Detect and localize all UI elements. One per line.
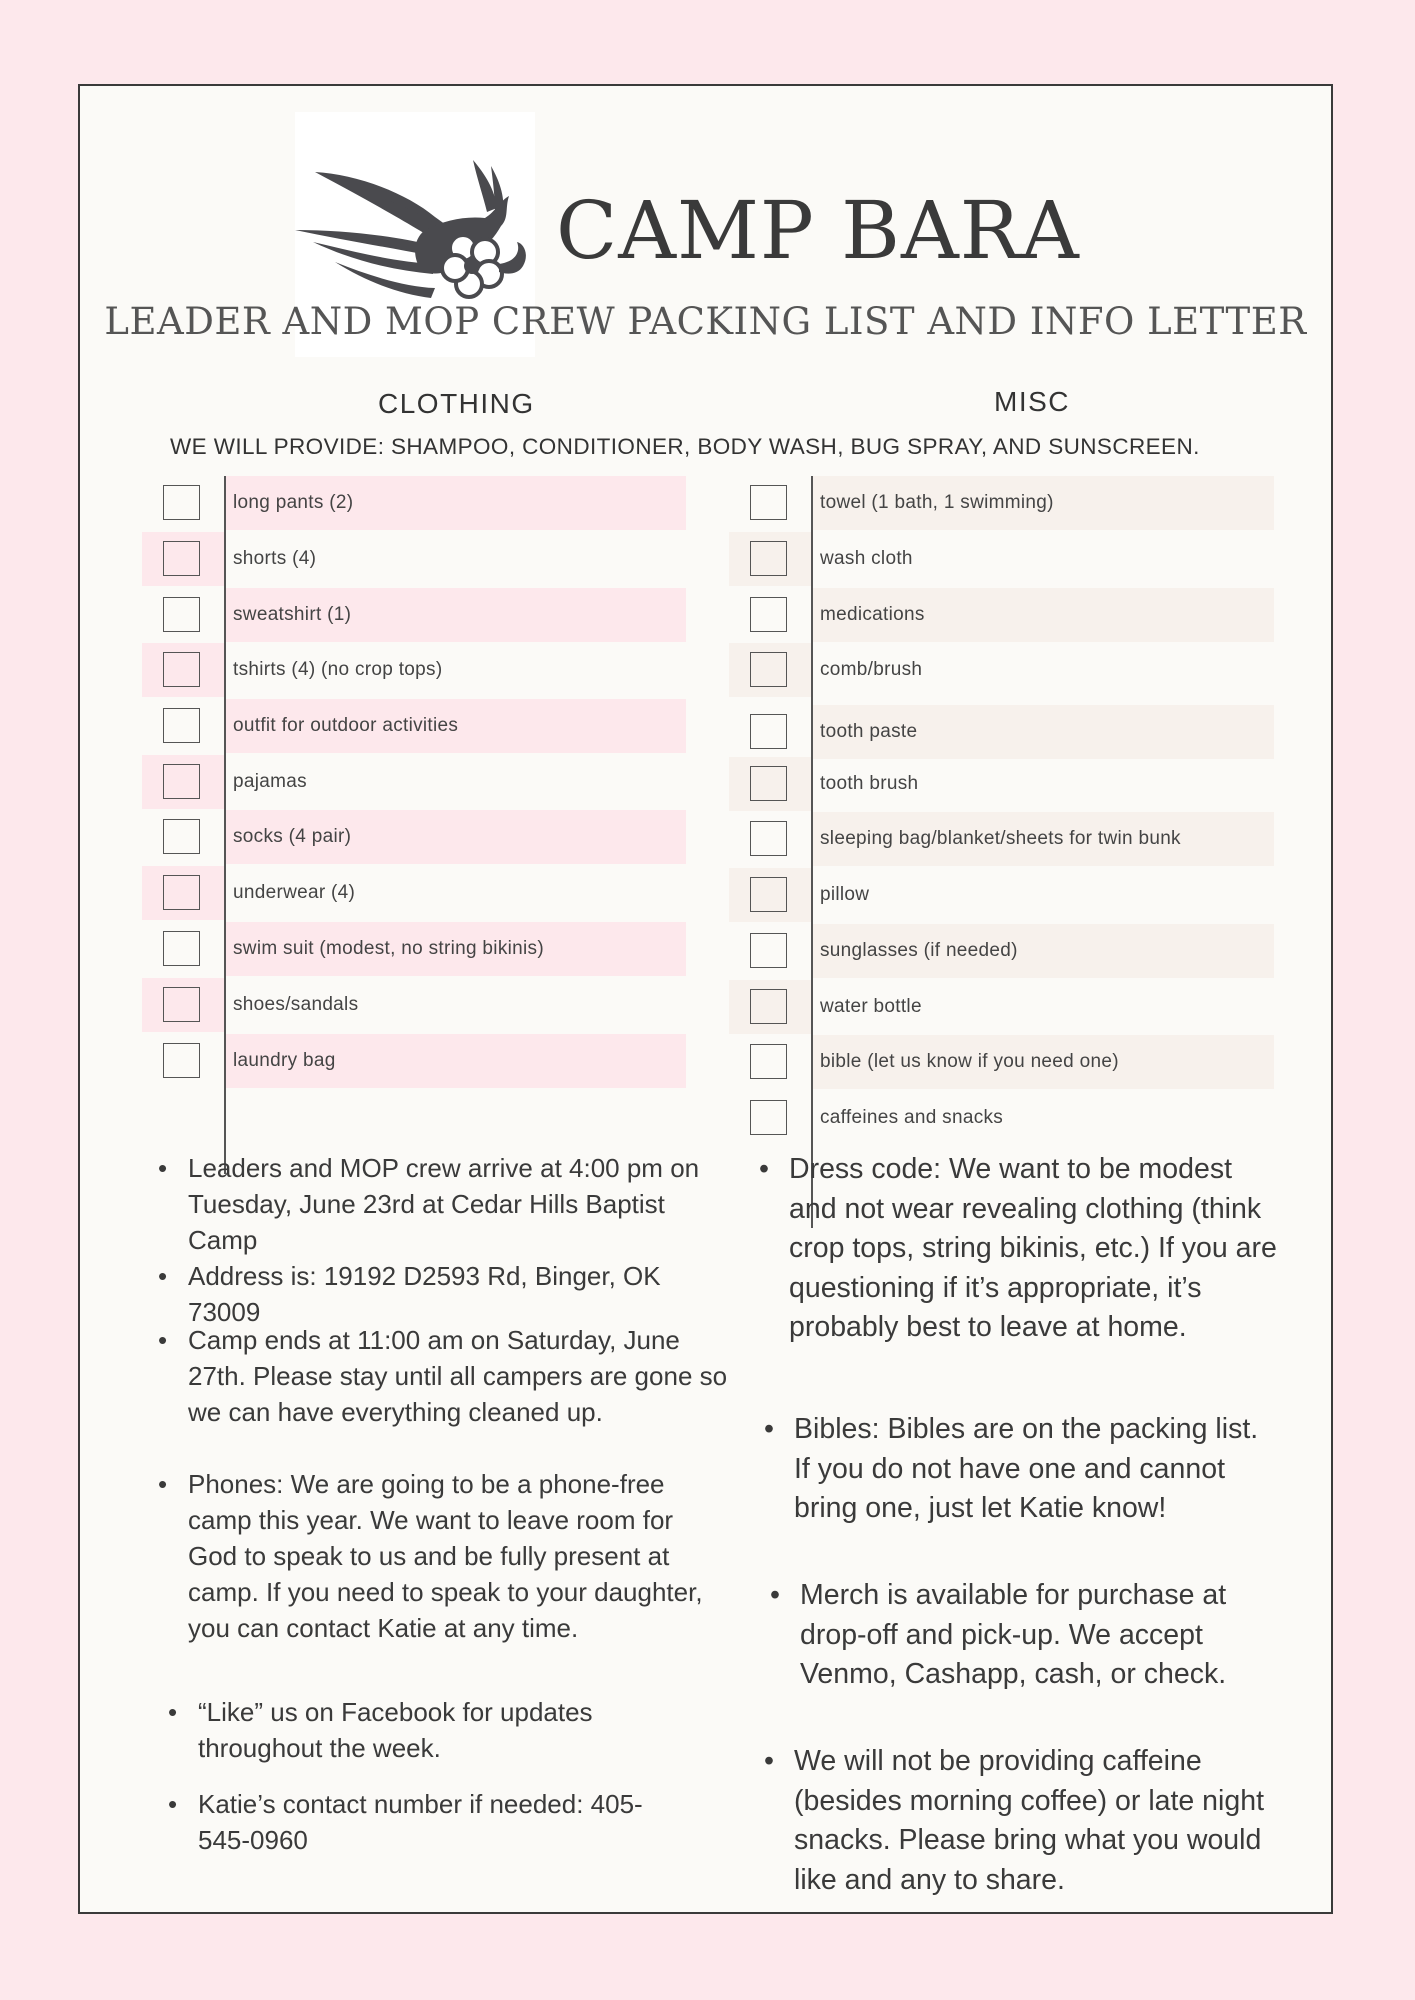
checkbox[interactable] [750, 989, 787, 1024]
camp-title: CAMP BARA [556, 184, 1080, 277]
checkbox[interactable] [750, 541, 787, 576]
item-label: tooth paste [811, 705, 1274, 759]
item-label: outfit for outdoor activities [224, 699, 686, 753]
item-label: medications [811, 588, 1274, 642]
checkbox-cell [729, 757, 811, 811]
item-label: swim suit (modest, no string bikinis) [224, 922, 686, 976]
item-label: caffeines and snacks [820, 1107, 1004, 1128]
checkbox-cell [142, 476, 224, 530]
info-contact-number: • Katie’s contact number if needed: 405-545-0960 [198, 1786, 648, 1858]
clothing-heading: CLOTHING [378, 388, 535, 419]
checkbox-cell [142, 643, 224, 697]
info-address: • Address is: 19192 D2593 Rd, Binger, OK 73009 [188, 1258, 728, 1330]
checkbox[interactable] [163, 708, 200, 743]
info-arrival: • Leaders and MOP crew arrive at 4:00 pm on Tuesday, June 23rd at Cedar Hills Baptist Camp [188, 1150, 728, 1258]
item-label: shoes/sandals [233, 994, 359, 1015]
checkbox[interactable] [750, 877, 787, 912]
page-subtitle: LEADER AND MOP CREW PACKING LIST AND INFO LETTER [104, 300, 1307, 343]
checkbox-cell [729, 924, 811, 978]
item-label: sunglasses (if needed) [811, 924, 1274, 978]
item-label: tshirts (4) (no crop tops) [233, 659, 443, 680]
clothing-divider [224, 476, 226, 1174]
info-camp-end: • Camp ends at 11:00 am on Saturday, June 27th. Please stay until all campers are gone so we can have everything cleaned up. [188, 1322, 728, 1430]
checkbox-cell [729, 532, 811, 586]
misc-heading: MISC [994, 386, 1070, 417]
item-label: pajamas [233, 771, 307, 792]
checkbox-cell [142, 922, 224, 976]
checkbox[interactable] [163, 875, 200, 910]
checkbox[interactable] [163, 541, 200, 576]
item-label: underwear (4) [233, 882, 356, 903]
checkbox[interactable] [750, 766, 787, 801]
item-label: socks (4 pair) [224, 810, 686, 864]
item-label: laundry bag [224, 1034, 686, 1088]
checkbox-cell [142, 978, 224, 1032]
info-bibles: • Bibles: Bibles are on the packing list. If you do not have one and cannot bring one, just let Katie know! [794, 1410, 1274, 1529]
item-label: pillow [820, 884, 870, 905]
checkbox[interactable] [750, 597, 787, 632]
checkbox-cell [142, 866, 224, 920]
checkbox-cell [142, 810, 224, 864]
misc-divider [811, 476, 813, 1228]
info-dress-code: • Dress code: We want to be modest and not wear revealing clothing (think crop tops, string bikinis, etc.) If you are questioning if it’s appropriate, it’s probably best to leave at home. [789, 1150, 1279, 1348]
checkbox-cell [729, 476, 811, 530]
item-label: shorts (4) [233, 548, 317, 569]
checkbox-cell [729, 980, 811, 1034]
info-merch: • Merch is available for purchase at drop-off and pick-up. We accept Venmo, Cashapp, cash, or check. [800, 1576, 1280, 1695]
checkbox[interactable] [163, 931, 200, 966]
checkbox-cell [729, 588, 811, 642]
checkbox[interactable] [750, 1044, 787, 1079]
checkbox-cell [729, 1035, 811, 1089]
checkbox[interactable] [750, 821, 787, 856]
checkbox-cell [142, 699, 224, 753]
checkbox[interactable] [750, 714, 787, 749]
checkbox-cell [729, 868, 811, 922]
item-label: comb/brush [820, 659, 923, 680]
item-label: tooth brush [820, 773, 919, 794]
checkbox[interactable] [163, 819, 200, 854]
item-label: long pants (2) [224, 476, 686, 530]
checkbox[interactable] [163, 652, 200, 687]
item-label: wash cloth [820, 548, 913, 569]
checkbox-cell [729, 643, 811, 697]
checkbox[interactable] [163, 987, 200, 1022]
checkbox[interactable] [750, 652, 787, 687]
checkbox[interactable] [750, 933, 787, 968]
checkbox[interactable] [163, 1043, 200, 1078]
checkbox[interactable] [163, 485, 200, 520]
checkbox-cell [142, 532, 224, 586]
info-facebook: • “Like” us on Facebook for updates throughout the week. [198, 1694, 718, 1766]
checkbox[interactable] [750, 485, 787, 520]
checkbox[interactable] [163, 597, 200, 632]
checkbox-cell [729, 812, 811, 866]
item-label: bible (let us know if you need one) [811, 1035, 1274, 1089]
item-label: sweatshirt (1) [224, 588, 686, 642]
checkbox-cell [142, 1034, 224, 1088]
info-caffeine: • We will not be providing caffeine (besides morning coffee) or late night snacks. Please bring what you would like and any to share. [794, 1742, 1284, 1900]
item-label: sleeping bag/blanket/sheets for twin bunk [811, 812, 1274, 866]
item-label: water bottle [820, 996, 922, 1017]
checkbox-cell [729, 705, 811, 759]
checkbox[interactable] [750, 1100, 787, 1135]
checkbox-cell [142, 588, 224, 642]
checkbox-cell [729, 1091, 811, 1145]
checkbox[interactable] [163, 764, 200, 799]
provided-items-note: WE WILL PROVIDE: SHAMPOO, CONDITIONER, BODY WASH, BUG SPRAY, AND SUNSCREEN. [170, 434, 1200, 459]
checkbox-cell [142, 755, 224, 809]
info-phones: • Phones: We are going to be a phone-free camp this year. We want to leave room for God to speak to us and be fully present at camp. If you need to speak to your daughter, you can contact Katie at any time. [188, 1466, 728, 1646]
packing-list-sheet [78, 84, 1333, 1914]
item-label: towel (1 bath, 1 swimming) [811, 476, 1274, 530]
